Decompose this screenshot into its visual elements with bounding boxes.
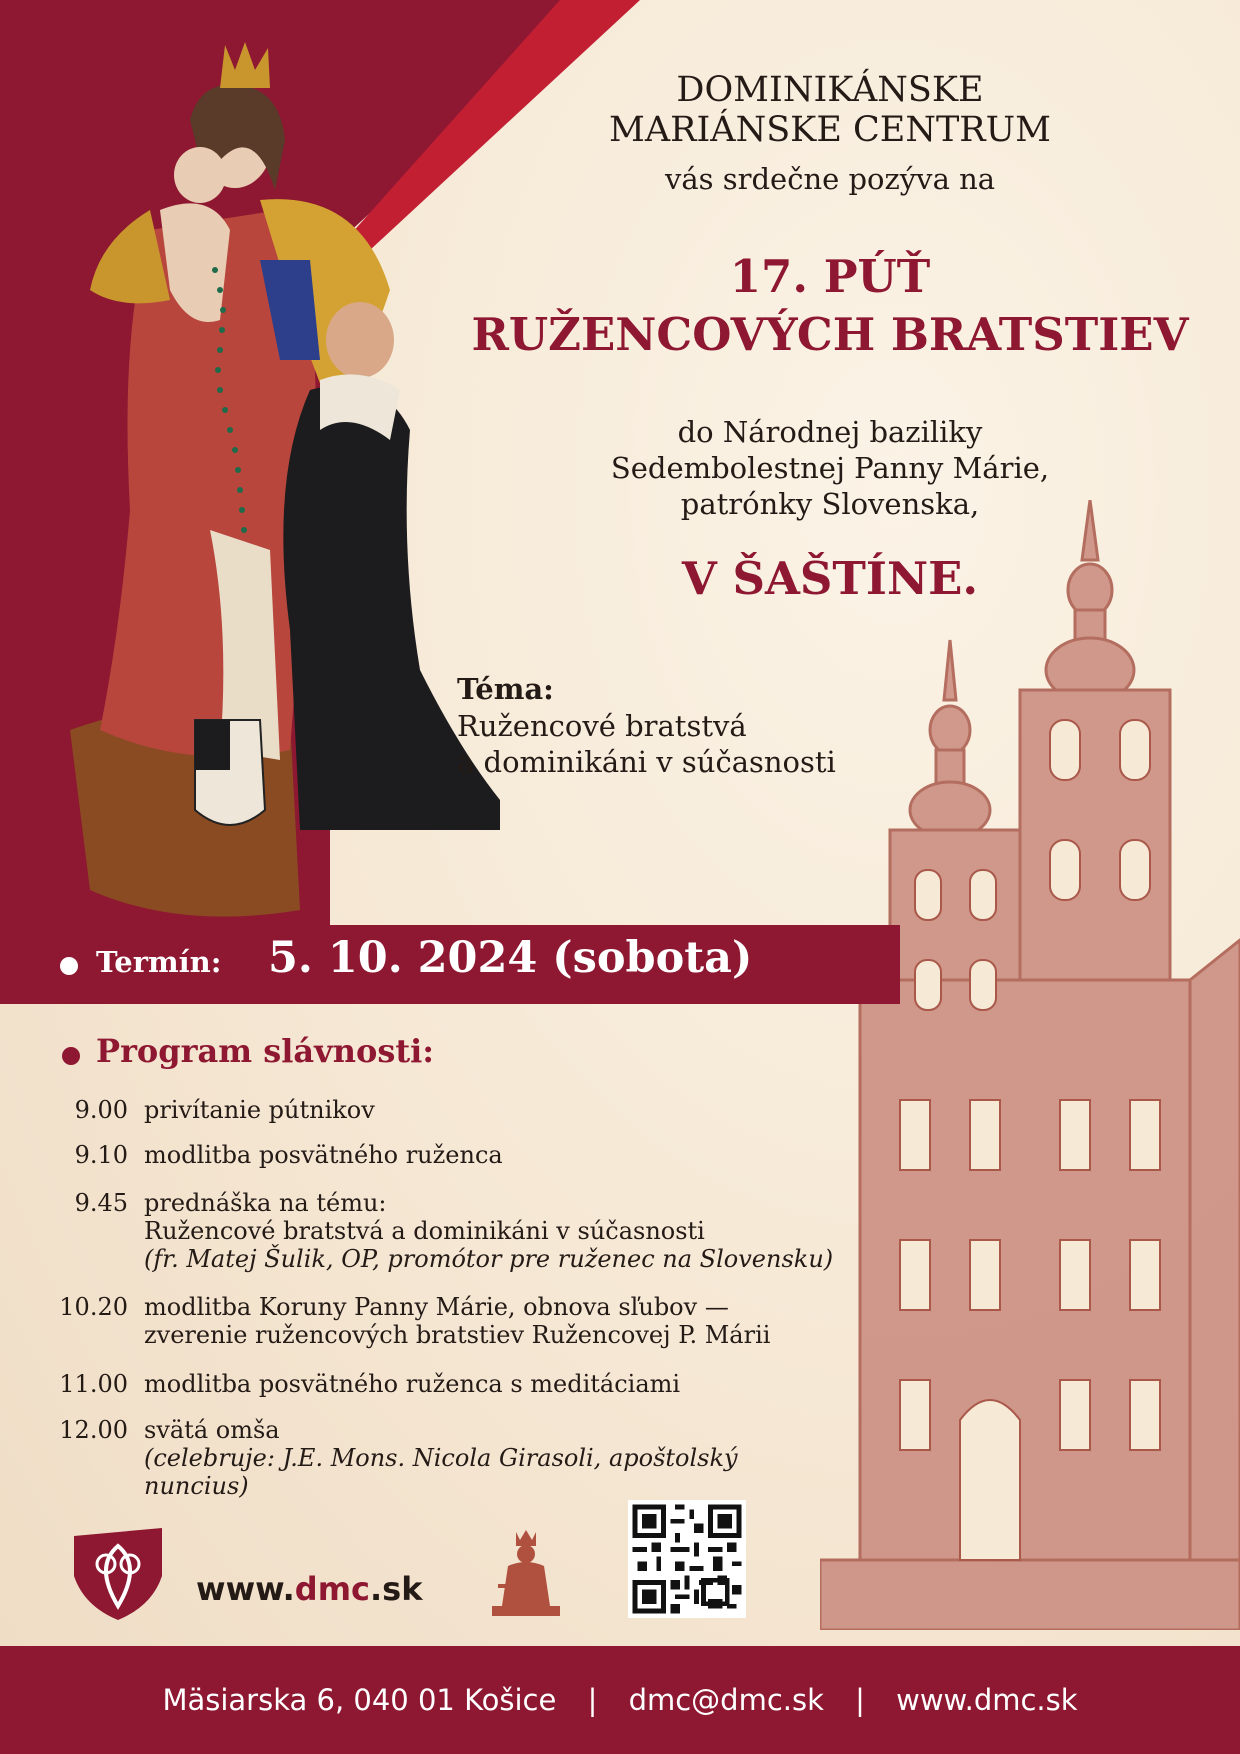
program-time: 11.00 <box>59 1370 128 1398</box>
footer-address: Mäsiarska 6, 040 01 Košice <box>162 1683 557 1717</box>
organizer-line-1: DOMINIKÁNSKE <box>676 70 984 110</box>
place-description <box>560 414 1100 522</box>
program-line: prednáška na tému: <box>144 1189 387 1217</box>
program-text <box>144 1293 844 1349</box>
program-line: modlitba Koruny Panny Márie, obnova sľubov — <box>144 1293 729 1321</box>
date-bullet-icon <box>60 957 78 975</box>
place-line-3: patrónky Slovenska, <box>680 487 980 521</box>
organizer-name <box>560 70 1100 150</box>
basilica-sketch-image <box>820 500 1240 1630</box>
program-text <box>144 1416 844 1500</box>
website-link[interactable] <box>196 1570 423 1608</box>
program-text <box>144 1370 844 1398</box>
dmc-shield-logo <box>72 1526 164 1620</box>
footer-separator: | <box>587 1683 598 1717</box>
program-note: (celebruje: J.E. Mons. Nicola Girasoli, apoštolský nuncius) <box>144 1444 738 1500</box>
program-text <box>144 1189 844 1273</box>
date-bar <box>0 925 900 1004</box>
program-text <box>144 1141 844 1169</box>
madonna-statue-image <box>60 30 580 930</box>
event-title-line-1: 17. PÚŤ <box>729 250 931 303</box>
theme-text <box>457 708 836 780</box>
qr-code[interactable] <box>628 1500 746 1618</box>
program-time: 9.10 <box>74 1141 128 1169</box>
website-main: dmc <box>294 1570 371 1608</box>
place-line-1: do Národnej baziliky <box>677 415 983 449</box>
program-line: modlitba posvätného ruženca s meditáciami <box>144 1370 681 1398</box>
program-title: Program slávnosti: <box>96 1032 435 1070</box>
program-line: zverenie ružencových bratstiev Ružencovej P. Márii <box>144 1321 771 1349</box>
theme-label: Téma: <box>457 672 554 706</box>
theme-line-1: Ružencové bratstvá <box>457 709 747 743</box>
footer-separator: | <box>855 1683 865 1717</box>
program-time: 9.45 <box>74 1189 128 1217</box>
footer-email[interactable]: dmc@dmc.sk <box>628 1683 824 1717</box>
program-text <box>144 1096 844 1124</box>
program-note: (fr. Matej Šulik, OP, promótor pre ruženec na Slovensku) <box>144 1245 834 1273</box>
footer-bar <box>0 1646 1240 1754</box>
theme-line-2: a dominikáni v súčasnosti <box>457 745 836 779</box>
program-time: 9.00 <box>74 1096 128 1124</box>
place-city: V ŠAŠTÍNE. <box>681 552 979 605</box>
king-figure-logo <box>478 1526 574 1622</box>
program-line: modlitba posvätného ruženca <box>144 1141 503 1169</box>
date-value: 5. 10. 2024 (sobota) <box>268 933 753 983</box>
website-suffix: .sk <box>370 1570 423 1608</box>
place-line-2: Sedembolestnej Panny Márie, <box>610 451 1050 485</box>
website-prefix: www. <box>196 1570 295 1608</box>
program-line: Ružencové bratstvá a dominikáni v súčasnosti <box>144 1217 705 1245</box>
invitation-line: vás srdečne pozýva na <box>664 162 996 196</box>
program-time: 10.20 <box>59 1293 128 1321</box>
date-label: Termín: <box>96 945 222 979</box>
program-bullet-icon <box>62 1047 80 1065</box>
event-title-line-2: RUŽENCOVÝCH BRATSTIEV <box>471 308 1189 361</box>
footer-web[interactable]: www.dmc.sk <box>896 1683 1078 1717</box>
program-line: svätá omša <box>144 1416 280 1444</box>
program-line: privítanie pútnikov <box>144 1096 375 1124</box>
organizer-line-2: MARIÁNSKE CENTRUM <box>609 110 1051 150</box>
program-time: 12.00 <box>59 1416 128 1444</box>
